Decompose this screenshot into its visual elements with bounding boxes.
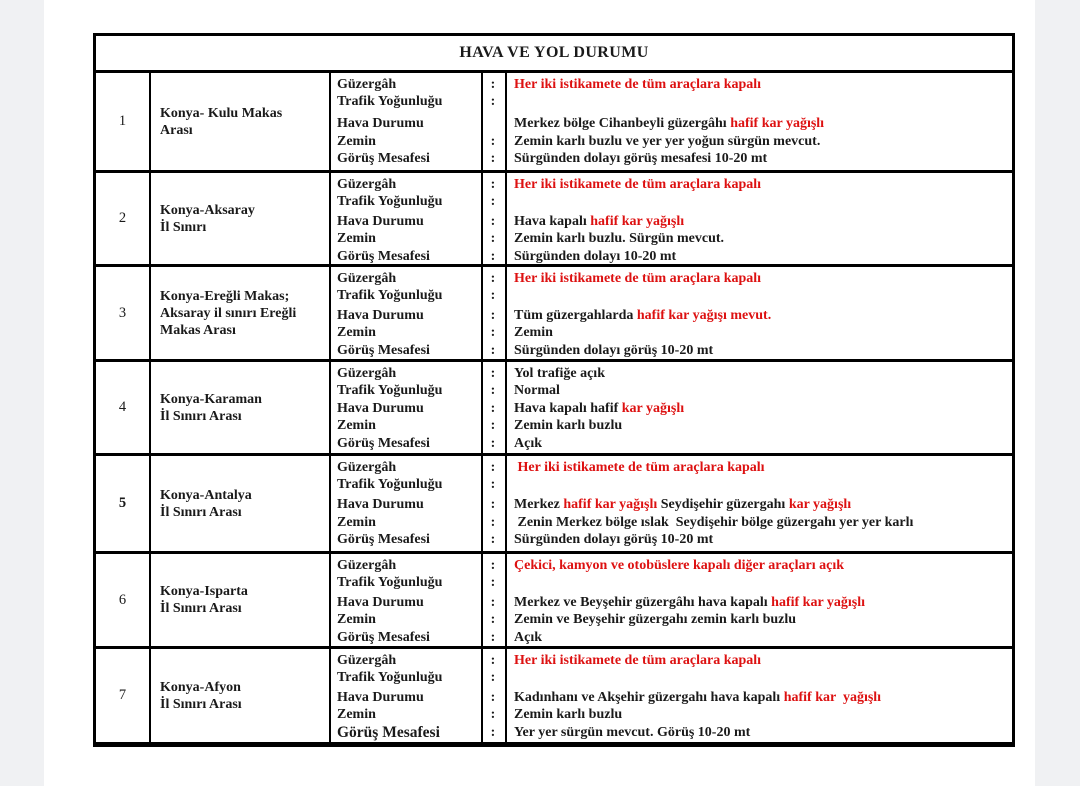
field-line [331,288,1012,306]
field-label: Trafik Yoğunluğu [337,194,443,210]
value-segment: Sürgünden dolayı görüş 10-20 mt [514,532,714,548]
field-value [505,249,1012,264]
row-number: 4 [96,362,151,453]
field-colon: : [490,400,496,416]
value-segment: Sürgünden dolayı 10-20 mt [514,248,677,264]
route-cell [151,267,331,359]
field-line [331,176,1012,194]
route-line: Konya- Kulu Makas [160,105,283,121]
field-value [505,325,1012,341]
field-label: Trafik Yoğunluğu [337,288,443,304]
value-segment: hafif kar yağışlı [771,594,866,610]
field-line [331,575,1012,593]
label-divider [481,362,483,453]
field-label: Güzergâh [337,270,397,286]
field-line [331,194,1012,212]
value-segment: Hava kapalı hafif [514,400,622,416]
field-value [505,231,1012,247]
field-label: Görüş Mesafesi [337,532,430,548]
route-line: İl Sınırı Arası [160,601,242,616]
route-cell [151,362,331,453]
field-value [505,77,1012,93]
field-value [505,690,1012,706]
colon-divider [505,362,507,453]
row-fields [331,362,1012,453]
field-label: Zemin [337,418,376,434]
field-value [505,595,1012,611]
route-line: Arası [160,122,193,138]
colon-divider [505,456,507,551]
field-label: Hava Durumu [337,689,424,705]
field-label: Zemin [337,231,376,247]
field-label: Görüş Mesafesi [337,342,430,358]
field-colon: : [490,477,496,493]
field-line [331,325,1012,343]
colon-divider [505,554,507,646]
weather-road-status-table [93,33,1015,747]
route-line: Aksaray il sınırı Ereğli [160,305,297,321]
field-value [505,116,1012,132]
field-value [505,134,1012,150]
field-line [331,629,1012,646]
field-line [331,248,1012,264]
field-line [331,231,1012,249]
field-line [331,707,1012,725]
field-value [505,725,1012,741]
row-number: 3 [96,267,151,359]
field-label: Trafik Yoğunluğu [337,383,443,399]
field-value [505,383,1012,399]
value-segment: hafif kar yağışlı [783,689,882,705]
field-line [331,342,1012,359]
value-segment: hafif kar yağışı mevut. [636,307,772,323]
field-value [505,366,1012,382]
route-line: İl Sınırı [160,219,207,235]
field-value [505,653,1012,669]
field-line [331,557,1012,575]
field-colon: : [490,418,496,434]
route-line: Konya-Antalya [160,487,252,503]
field-value [505,436,1012,452]
field-value [505,515,1012,531]
field-line [331,689,1012,707]
row-number: 6 [96,554,151,646]
row-number: 7 [96,649,151,742]
value-segment: Çekici, kamyon ve otobüslere kapalı diğer araçları açık [514,557,845,573]
field-colon: : [490,612,496,628]
field-line [331,670,1012,688]
value-segment: kar yağışlı [788,497,852,513]
value-segment: Yer yer sürgün mevcut. Görüş 10-20 mt [514,725,751,740]
field-colon: : [490,594,496,610]
field-colon: : [490,213,496,229]
field-line [331,477,1012,495]
field-line [331,116,1012,134]
field-label: Görüş Mesafesi [337,724,440,741]
page-gutter-left [0,0,44,786]
field-label: Zemin [337,325,376,341]
field-colon: : [490,497,496,513]
field-colon: : [490,557,496,573]
row-fields [331,267,1012,359]
table-row [96,649,1012,742]
field-label: Trafik Yoğunluğu [337,477,443,493]
label-divider [481,649,483,742]
field-line [331,612,1012,630]
field-line [331,514,1012,532]
field-label: Zemin [337,133,376,149]
field-value [505,214,1012,230]
field-colon: : [490,248,496,264]
field-line [331,383,1012,401]
field-line [331,724,1012,742]
value-segment: Kadınhanı ve Akşehir güzergahı hava kapalı [514,689,784,705]
value-segment: Yol trafiğe açık [514,365,605,381]
row-number: 1 [96,73,151,170]
label-divider [481,73,483,170]
table-row [96,456,1012,554]
route-line: Makas Arası [160,322,236,338]
field-value [505,707,1012,723]
field-value [505,612,1012,628]
field-value [505,418,1012,434]
field-value [505,630,1012,646]
route-line: Konya-Karaman [160,391,262,407]
colon-divider [505,649,507,742]
field-label: Zemin [337,707,376,723]
row-fields [331,649,1012,742]
route-line: İl Sınırı Arası [160,504,242,520]
field-value [505,177,1012,193]
route-line: Konya-Ereğli Makas; [160,288,290,304]
field-colon: : [490,383,496,399]
value-segment: Tüm güzergahlarda [514,307,637,323]
field-line [331,459,1012,477]
field-line [331,435,1012,453]
value-segment: Her iki istikamete de tüm araçlara kapalı [514,76,762,92]
field-label: Güzergâh [337,557,397,573]
value-segment: Her iki istikamete de tüm araçlara kapalı [514,459,765,475]
table-row [96,554,1012,649]
field-colon: : [490,133,496,149]
field-value [505,558,1012,574]
table-row [96,362,1012,456]
label-divider [481,456,483,551]
value-segment: hafif kar yağışlı [730,116,825,132]
field-line [331,213,1012,231]
label-divider [481,267,483,359]
field-colon: : [490,307,496,323]
row-fields [331,73,1012,170]
field-value [505,497,1012,513]
field-colon: : [490,725,496,740]
field-colon: : [490,629,496,645]
field-line [331,652,1012,670]
field-label: Güzergâh [337,76,397,92]
route-line: Konya-Aksaray [160,202,255,218]
field-label: Trafik Yoğunluğu [337,575,443,591]
value-segment: Zemin ve Beyşehir güzergahı zemin karlı buzlu [514,612,797,628]
field-label: Zemin [337,514,376,530]
field-value [505,308,1012,324]
field-value [505,271,1012,287]
field-colon: : [490,151,496,167]
field-label: Görüş Mesafesi [337,151,430,167]
field-colon: : [490,270,496,286]
value-segment: Zemin karlı buzlu. Sürgün mevcut. [514,231,725,247]
route-cell [151,73,331,170]
value-segment: kar yağışlı [621,400,685,416]
field-value [505,460,1012,476]
field-colon: : [490,532,496,548]
field-label: Görüş Mesafesi [337,435,430,451]
value-segment: Her iki istikamete de tüm araçlara kapalı [514,270,762,286]
value-segment: Zenin Merkez bölge ıslak Seydişehir bölge güzergahı yer yer karlı [514,514,914,530]
field-colon: : [490,575,496,591]
field-colon: : [490,342,496,358]
field-label: Hava Durumu [337,213,424,229]
field-line [331,270,1012,288]
colon-divider [505,73,507,170]
field-label: Zemin [337,612,376,628]
field-colon: : [490,76,496,92]
field-value [505,401,1012,417]
field-line [331,400,1012,418]
field-label: Güzergâh [337,652,397,668]
route-cell [151,456,331,551]
table-row [96,73,1012,173]
value-segment: Seydişehir güzergahı [660,497,789,513]
field-label: Hava Durumu [337,594,424,610]
field-label: Görüş Mesafesi [337,248,430,264]
value-segment: Normal [514,383,560,399]
value-segment: Zemin karlı buzlu [514,418,623,434]
table-title: HAVA VE YOL DURUMU [96,36,1012,73]
field-value [505,151,1012,167]
row-fields [331,456,1012,551]
value-segment: Sürgünden dolayı görüş mesafesi 10-20 mt [514,151,768,167]
field-colon: : [490,514,496,530]
value-segment: Sürgünden dolayı görüş 10-20 mt [514,342,714,358]
value-segment: hafif kar yağışlı [590,213,685,229]
value-segment: Zemin [514,325,553,341]
field-colon: : [490,325,496,341]
field-label: Hava Durumu [337,497,424,513]
field-colon: : [490,435,496,451]
route-cell [151,173,331,264]
table-row [96,267,1012,362]
value-segment: Zemin karlı buzlu ve yer yer yoğun sürgün mevcut. [514,133,821,149]
value-segment: Merkez [514,497,564,513]
route-line: Konya-Isparta [160,584,248,599]
field-label: Güzergâh [337,459,397,475]
route-line: İl Sınırı Arası [160,696,242,712]
field-colon: : [490,288,496,304]
field-line [331,307,1012,325]
field-colon: : [490,94,496,110]
field-colon: : [490,670,496,686]
value-segment: Zemin karlı buzlu [514,707,623,723]
label-divider [481,554,483,646]
row-fields [331,173,1012,264]
value-segment: Açık [514,629,542,645]
field-value [505,532,1012,548]
field-line [331,94,1012,112]
route-cell [151,649,331,742]
field-colon: : [490,194,496,210]
field-line [331,365,1012,383]
field-colon: : [490,652,496,668]
row-number: 5 [96,456,151,551]
route-cell [151,554,331,646]
row-fields [331,554,1012,646]
table-row [96,173,1012,267]
field-label: Hava Durumu [337,116,424,132]
table-rows [96,73,1012,742]
row-number: 2 [96,173,151,264]
field-line [331,133,1012,151]
colon-divider [505,267,507,359]
value-segment: Açık [514,435,542,451]
field-colon: : [490,707,496,723]
field-label: Trafik Yoğunluğu [337,94,443,110]
field-label: Güzergâh [337,176,397,192]
field-colon: : [490,459,496,475]
value-segment: Merkez bölge Cihanbeyli güzergâhı [514,116,731,132]
route-line: İl Sınırı Arası [160,408,242,424]
page-gutter-right [1035,0,1080,786]
value-segment: hafif kar yağışlı [563,497,661,513]
value-segment: Hava kapalı [514,213,591,229]
field-label: Hava Durumu [337,307,424,323]
value-segment: Her iki istikamete de tüm araçlara kapalı [514,652,762,668]
value-segment: Merkez ve Beyşehir güzergâhı hava kapalı [514,594,772,610]
field-line [331,151,1012,169]
field-colon: : [490,365,496,381]
field-label: Hava Durumu [337,400,424,416]
label-divider [481,173,483,264]
field-line [331,418,1012,436]
field-colon: : [490,231,496,247]
field-line [331,594,1012,612]
colon-divider [505,173,507,264]
field-colon: : [490,176,496,192]
route-line: Konya-Afyon [160,679,241,695]
field-label: Görüş Mesafesi [337,629,430,645]
value-segment: Her iki istikamete de tüm araçlara kapalı [514,176,762,192]
field-line [331,497,1012,515]
field-label: Trafik Yoğunluğu [337,670,443,686]
field-line [331,532,1012,550]
field-label: Güzergâh [337,365,397,381]
field-line [331,76,1012,94]
field-value [505,343,1012,359]
field-colon: : [490,689,496,705]
